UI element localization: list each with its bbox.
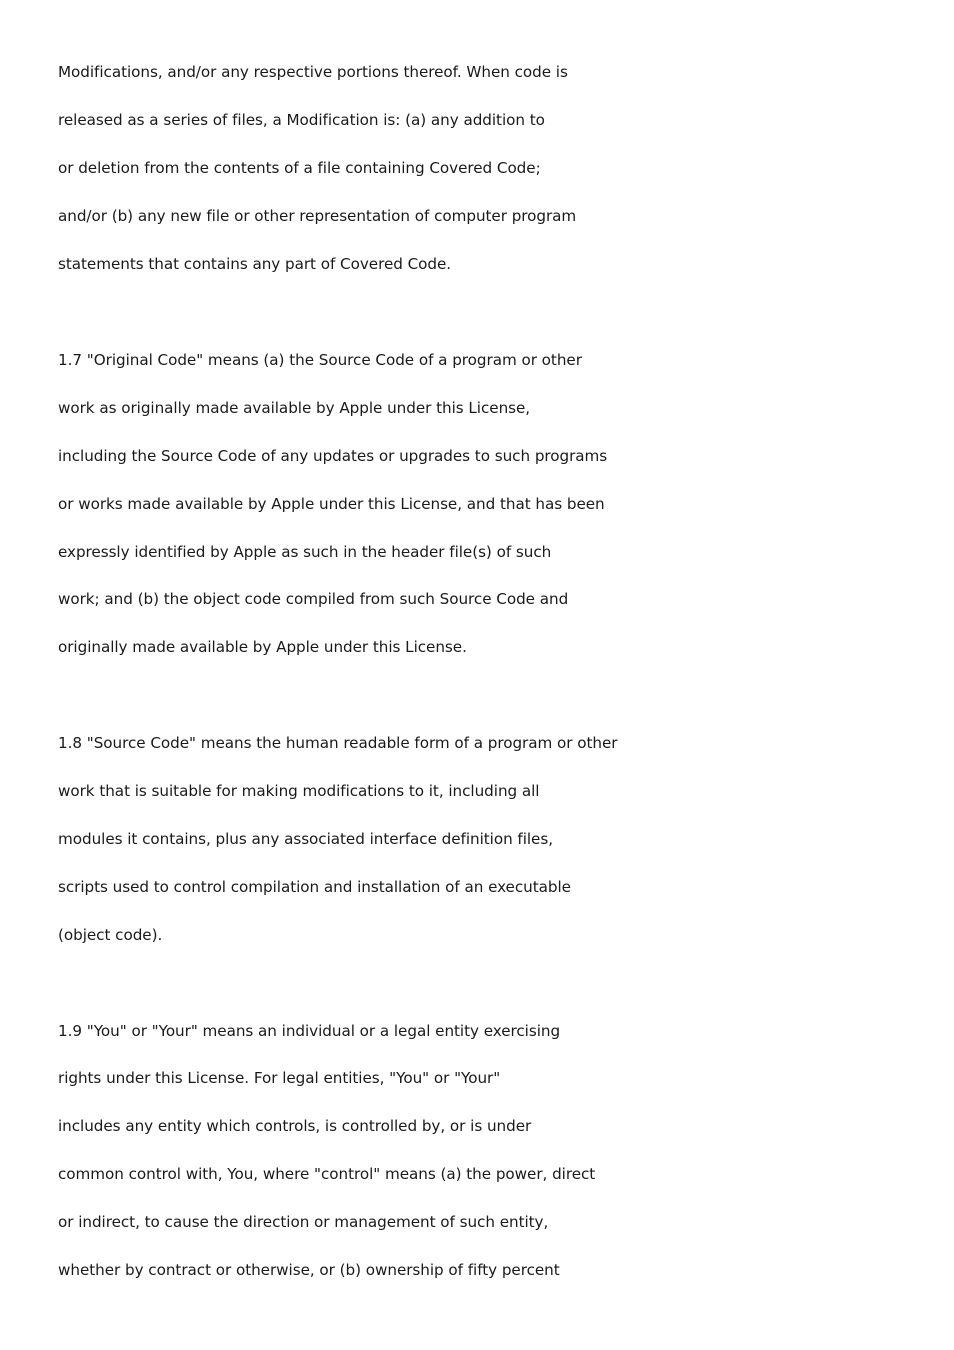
text-line: common control with, You, where "control" means (a) the power, direct xyxy=(58,1165,596,1183)
text-line: includes any entity which controls, is controlled by, or is under xyxy=(58,1117,532,1135)
text-line: work; and (b) the object code compiled from such Source Code and xyxy=(58,590,569,608)
text-line: or works made available by Apple under this License, and that has been xyxy=(58,495,605,513)
text-line: (object code). xyxy=(58,926,163,944)
text-line: whether by contract or otherwise, or (b) ownership of fifty percent xyxy=(58,1261,560,1279)
text-line: including the Source Code of any updates or upgrades to such programs xyxy=(58,447,608,465)
text-line: scripts used to control compilation and installation of an executable xyxy=(58,878,571,896)
text-line: rights under this License. For legal entities, "You" or "Your" xyxy=(58,1069,501,1087)
text-line: work as originally made available by Apple under this License, xyxy=(58,399,531,417)
text-line: and/or (b) any new file or other representation of computer program xyxy=(58,207,577,225)
text-line: originally made available by Apple under this License. xyxy=(58,638,467,656)
text-line: released as a series of files, a Modification is: (a) any addition to xyxy=(58,111,545,129)
text-line: or indirect, to cause the direction or management of such entity, xyxy=(58,1213,549,1231)
text-line: or deletion from the contents of a file containing Covered Code; xyxy=(58,159,541,177)
text-line: work that is suitable for making modifications to it, including all xyxy=(58,782,540,800)
text-line: expressly identified by Apple as such in the header file(s) of such xyxy=(58,543,552,561)
text-line: 1.8 "Source Code" means the human readable form of a program or other xyxy=(58,734,618,752)
text-line: Modifications, and/or any respective portions thereof. When code is xyxy=(58,63,568,81)
text-line: 1.7 "Original Code" means (a) the Source Code of a program or other xyxy=(58,351,582,369)
text-line: statements that contains any part of Covered Code. xyxy=(58,255,452,273)
text-line: modules it contains, plus any associated interface definition files, xyxy=(58,830,553,848)
text-line: 1.9 "You" or "Your" means an individual or a legal entity exercising xyxy=(58,1022,561,1040)
